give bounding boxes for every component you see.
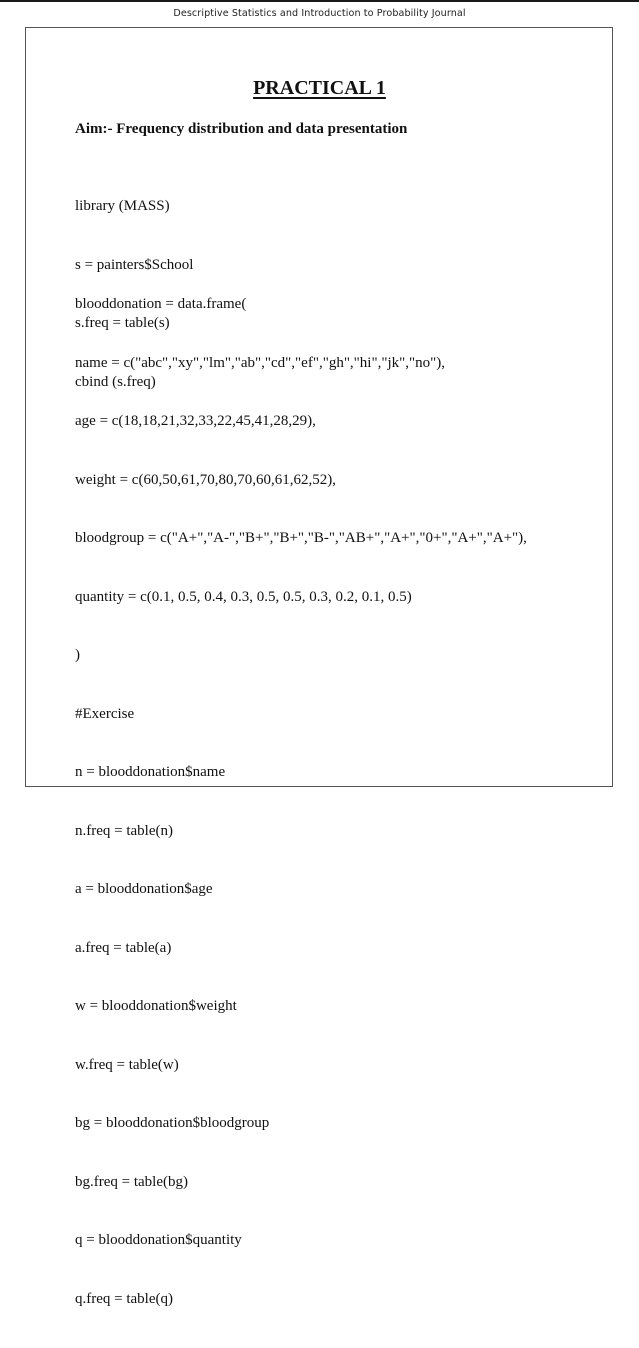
running-header: Descriptive Statistics and Introduction to Probability Journal: [173, 8, 466, 19]
code-line: library (MASS): [75, 198, 170, 214]
top-rule: [0, 0, 639, 2]
code-line: #Exercise: [75, 705, 135, 722]
page-title: [0, 77, 639, 100]
code-line: cbind (s.freq): [75, 373, 156, 390]
code-line: n.freq = table(n): [75, 822, 173, 839]
page-title-text: PRACTICAL 1: [253, 77, 386, 99]
code-line: a = blooddonation$age: [75, 881, 213, 897]
code-line: quantity = c(0.1, 0.5, 0.4, 0.3, 0.5, 0.5, 0.3, 0.2, 0.1, 0.5): [75, 588, 412, 605]
code-line: bloodgroup = c("A+","A-","B+","B+","B-","AB+","A+","0+","A+","A+"),: [75, 530, 527, 546]
code-line: q = blooddonation$quantity: [75, 1232, 242, 1248]
code-line: n = blooddonation$name: [75, 764, 226, 780]
code-line: w.freq = table(w): [75, 1056, 179, 1073]
code-line: s = painters$School: [75, 256, 194, 273]
code-line: w = blooddonation$weight: [75, 998, 237, 1014]
code-line: blooddonation = data.frame(: [75, 296, 247, 312]
code-line: bg.freq = table(bg): [75, 1173, 188, 1190]
code-line: s.freq = table(s): [75, 315, 170, 331]
code-line: age = c(18,18,21,32,33,22,45,41,28,29),: [75, 413, 316, 429]
code-block-2: [75, 256, 527, 1348]
aim-heading: Aim:- Frequency distribution and data presentation: [75, 121, 408, 137]
code-line: ): [75, 647, 80, 663]
code-line: bg = blooddonation$bloodgroup: [75, 1115, 270, 1131]
code-line: weight = c(60,50,61,70,80,70,60,61,62,52),: [75, 471, 336, 488]
code-line: q.freq = table(q): [75, 1290, 173, 1307]
code-line: a.freq = table(a): [75, 939, 172, 956]
code-line: name = c("abc","xy","lm","ab","cd","ef","gh","hi","jk","no"),: [75, 354, 446, 371]
